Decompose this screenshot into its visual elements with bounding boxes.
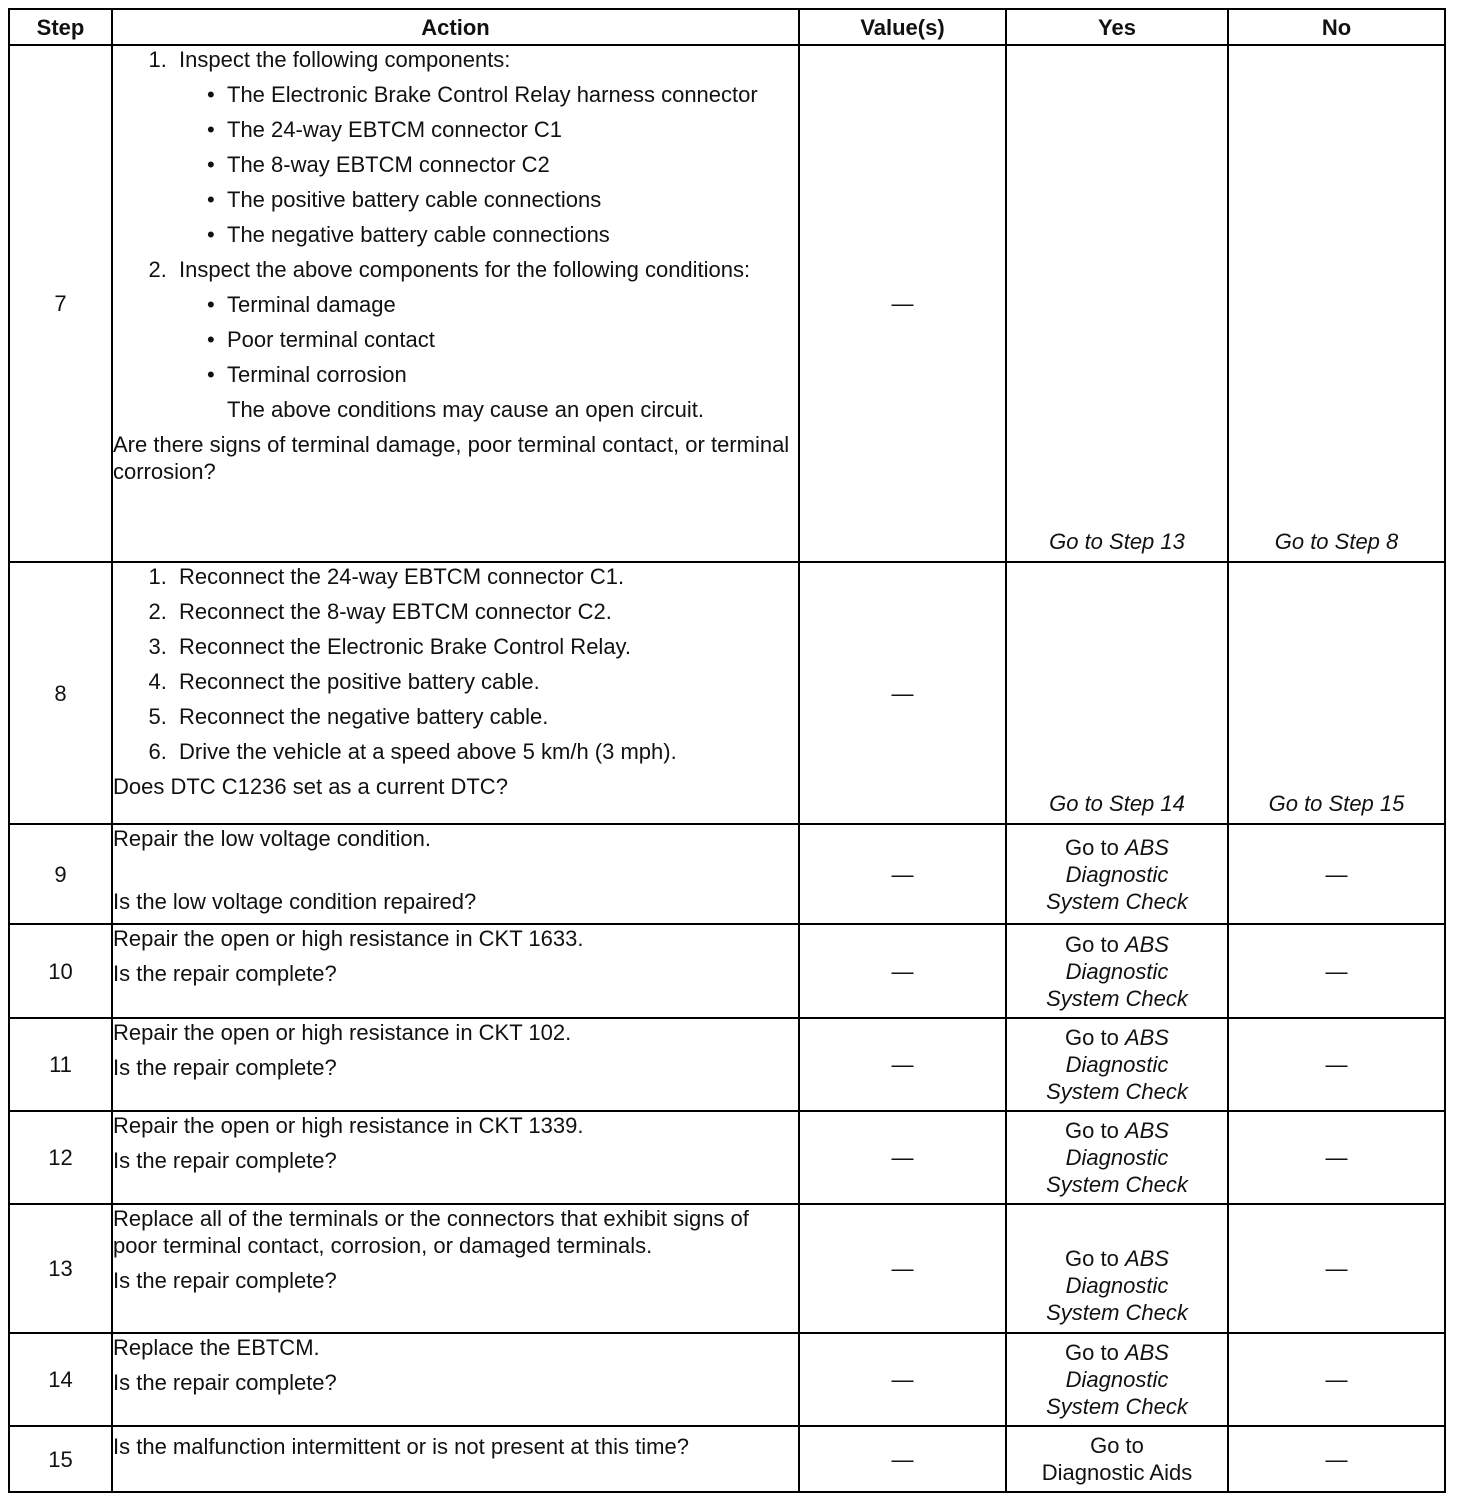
- question-text: Is the malfunction intermittent or is not present at this time?: [113, 1434, 689, 1459]
- system-check-text: System Check: [1046, 1300, 1188, 1325]
- abs-diagnostic-check-link[interactable]: [1007, 834, 1227, 915]
- no-cell: [1228, 1204, 1445, 1333]
- dash-mark: —: [891, 1145, 914, 1170]
- action-cell: [112, 1204, 799, 1333]
- diagnostic-text: Diagnostic: [1065, 1367, 1169, 1392]
- step-number: 10: [9, 924, 112, 1018]
- step-number: 7: [9, 45, 112, 562]
- action-text: Inspect the above components for the following conditions:: [179, 257, 751, 282]
- value-cell: [799, 1426, 1006, 1492]
- go-to-text: Go to: [1065, 1025, 1125, 1050]
- go-to-step-8-link[interactable]: Go to Step 8: [1274, 529, 1399, 554]
- abs-diagnostic-check-link[interactable]: [1007, 931, 1227, 1012]
- list-item: 2. Reconnect the 8-way EBTCM connector C2.: [173, 598, 798, 625]
- yes-cell: [1006, 1111, 1228, 1204]
- action-cell: [112, 45, 799, 562]
- list-item: 5. Reconnect the negative battery cable.: [173, 703, 798, 730]
- question-text: Does DTC C1236 set as a current DTC?: [113, 774, 508, 799]
- go-to-text: Go to: [1065, 1118, 1125, 1143]
- value-cell: [799, 1204, 1006, 1333]
- diagnostic-table-page: [8, 8, 1444, 1493]
- question-text: Is the low voltage condition repaired?: [113, 889, 477, 914]
- no-cell: [1228, 1333, 1445, 1426]
- action-text: Repair the open or high resistance in CKT 102.: [113, 1020, 572, 1045]
- value-cell: [799, 562, 1006, 824]
- no-cell: [1228, 1018, 1445, 1111]
- action-cell: [112, 924, 799, 1018]
- abs-text: ABS: [1124, 931, 1169, 957]
- action-text: Replace the EBTCM.: [113, 1335, 320, 1360]
- list-item: • The negative battery cable connections: [207, 221, 798, 248]
- yes-cell: [1006, 562, 1228, 824]
- yes-cell: [1006, 1333, 1228, 1426]
- dash-mark: —: [891, 291, 914, 316]
- system-check-text: System Check: [1046, 985, 1188, 1011]
- step-number: 11: [9, 1018, 112, 1111]
- table-row-step-14: [9, 1333, 1445, 1426]
- question-text: Is the repair complete?: [113, 1370, 337, 1395]
- yes-cell: [1006, 1426, 1228, 1492]
- action-steps-list: [113, 46, 798, 423]
- question-text: Are there signs of terminal damage, poor terminal contact, or terminal corrosion?: [113, 432, 790, 484]
- action-cell: [112, 562, 799, 824]
- diagnostic-text: Diagnostic: [1065, 1052, 1169, 1077]
- no-cell: [1228, 1111, 1445, 1204]
- action-cell: [112, 824, 799, 924]
- yes-cell: [1006, 824, 1228, 924]
- question-text: Is the repair complete?: [113, 1268, 337, 1293]
- list-item: [173, 46, 798, 248]
- list-item: 1. Reconnect the 24-way EBTCM connector C1.: [173, 563, 798, 590]
- yes-cell: [1006, 1018, 1228, 1111]
- note-text: The above conditions may cause an open circuit.: [227, 397, 704, 422]
- list-item: • Poor terminal contact: [207, 326, 798, 353]
- header-yes: Yes: [1006, 9, 1228, 45]
- dash-mark: —: [1325, 1145, 1348, 1170]
- diagnostic-text: Diagnostic: [1065, 1273, 1169, 1298]
- question-text: Is the repair complete?: [113, 1055, 337, 1080]
- question-text: Is the repair complete?: [113, 961, 337, 986]
- list-item: • The 24-way EBTCM connector C1: [207, 116, 798, 143]
- table-row-step-7: [9, 45, 1445, 562]
- dash-mark: —: [1325, 1256, 1348, 1281]
- abs-diagnostic-check-link[interactable]: [1007, 1245, 1227, 1326]
- action-cell: [112, 1333, 799, 1426]
- diagnostic-text: Diagnostic: [1065, 958, 1169, 984]
- value-cell: [799, 924, 1006, 1018]
- action-steps-list: [113, 563, 798, 765]
- abs-diagnostic-check-link[interactable]: [1007, 1339, 1227, 1420]
- header-step: Step: [9, 9, 112, 45]
- abs-diagnostic-check-link[interactable]: [1007, 1024, 1227, 1105]
- dash-mark: —: [891, 1367, 914, 1392]
- dash-mark: —: [891, 1256, 914, 1281]
- diagnostic-table: [8, 8, 1446, 1493]
- step-number: 9: [9, 824, 112, 924]
- action-cell: [112, 1111, 799, 1204]
- dash-mark: —: [891, 680, 914, 706]
- system-check-text: System Check: [1046, 1079, 1188, 1104]
- abs-diagnostic-check-link[interactable]: [1007, 1117, 1227, 1198]
- dash-mark: —: [1325, 1052, 1348, 1077]
- diagnostic-aids-link[interactable]: [1007, 1432, 1227, 1486]
- list-item: • Terminal damage: [207, 291, 798, 318]
- go-to-step-14-link[interactable]: Go to Step 14: [1049, 791, 1185, 816]
- diagnostic-text: Diagnostic: [1065, 861, 1169, 887]
- action-text: Inspect the following components:: [179, 47, 511, 72]
- step-number: 12: [9, 1111, 112, 1204]
- action-text: Repair the open or high resistance in CKT 1339.: [113, 1113, 584, 1138]
- go-to-text: Go to: [1090, 1433, 1144, 1458]
- list-item: • The Electronic Brake Control Relay harness connector: [207, 81, 798, 108]
- abs-text: ABS: [1124, 834, 1169, 860]
- value-cell: [799, 824, 1006, 924]
- component-list: [179, 81, 798, 248]
- table-row-step-12: [9, 1111, 1445, 1204]
- list-item: • The positive battery cable connections: [207, 186, 798, 213]
- action-text: Repair the low voltage condition.: [113, 826, 431, 851]
- no-cell: [1228, 924, 1445, 1018]
- dash-mark: —: [891, 1446, 914, 1472]
- table-header-row: [9, 9, 1445, 45]
- list-item: • The 8-way EBTCM connector C2: [207, 151, 798, 178]
- value-cell: [799, 1018, 1006, 1111]
- header-no: No: [1228, 9, 1445, 45]
- system-check-text: System Check: [1046, 1172, 1188, 1197]
- yes-cell: [1006, 45, 1228, 562]
- abs-text: ABS: [1124, 1340, 1169, 1365]
- dash-mark: —: [891, 861, 914, 887]
- no-cell: [1228, 824, 1445, 924]
- value-cell: [799, 1111, 1006, 1204]
- list-item: [173, 256, 798, 423]
- abs-text: ABS: [1124, 1025, 1169, 1050]
- yes-cell: [1006, 924, 1228, 1018]
- list-item: 6. Drive the vehicle at a speed above 5 km/h (3 mph).: [173, 738, 798, 765]
- dash-mark: —: [891, 958, 914, 984]
- go-to-step-15-link[interactable]: Go to Step 15: [1268, 791, 1405, 816]
- list-item: • Terminal corrosion: [207, 361, 798, 388]
- no-cell: [1228, 562, 1445, 824]
- table-row-step-8: [9, 562, 1445, 824]
- table-row-step-15: [9, 1426, 1445, 1492]
- list-item: 4. Reconnect the positive battery cable.: [173, 668, 798, 695]
- no-cell: [1228, 45, 1445, 562]
- value-cell: [799, 45, 1006, 562]
- system-check-text: System Check: [1046, 888, 1188, 914]
- abs-text: ABS: [1124, 1246, 1169, 1271]
- step-number: 15: [9, 1426, 112, 1492]
- go-to-text: Go to: [1065, 834, 1125, 860]
- dash-mark: —: [1325, 1367, 1348, 1392]
- dash-mark: —: [1325, 958, 1348, 984]
- no-cell: [1228, 1426, 1445, 1492]
- action-text: Replace all of the terminals or the connectors that exhibit signs of poor terminal contact, corrosion, or damaged terminals.: [113, 1206, 749, 1258]
- yes-cell: [1006, 1204, 1228, 1333]
- table-row-step-11: [9, 1018, 1445, 1111]
- dash-mark: —: [891, 1052, 914, 1077]
- question-text: Is the repair complete?: [113, 1148, 337, 1173]
- go-to-text: Go to: [1065, 1246, 1125, 1271]
- step-number: 8: [9, 562, 112, 824]
- go-to-text: Go to: [1065, 931, 1125, 957]
- condition-list: [179, 291, 798, 388]
- action-cell: [112, 1018, 799, 1111]
- action-text: Repair the open or high resistance in CKT 1633.: [113, 926, 584, 951]
- go-to-step-13-link[interactable]: Go to Step 13: [1049, 529, 1185, 554]
- table-row-step-13: [9, 1204, 1445, 1333]
- table-row-step-9: [9, 824, 1445, 924]
- header-values: Value(s): [799, 9, 1006, 45]
- list-item: 3. Reconnect the Electronic Brake Control Relay.: [173, 633, 798, 660]
- diagnostic-aids-text: Diagnostic Aids: [1041, 1460, 1193, 1485]
- dash-mark: —: [1325, 861, 1348, 887]
- diagnostic-text: Diagnostic: [1065, 1145, 1169, 1170]
- abs-text: ABS: [1124, 1118, 1169, 1143]
- dash-mark: —: [1325, 1446, 1348, 1472]
- header-action: Action: [112, 9, 799, 45]
- go-to-text: Go to: [1065, 1340, 1125, 1365]
- system-check-text: System Check: [1046, 1394, 1188, 1419]
- action-cell: [112, 1426, 799, 1492]
- value-cell: [799, 1333, 1006, 1426]
- table-row-step-10: [9, 924, 1445, 1018]
- step-number: 14: [9, 1333, 112, 1426]
- step-number: 13: [9, 1204, 112, 1333]
